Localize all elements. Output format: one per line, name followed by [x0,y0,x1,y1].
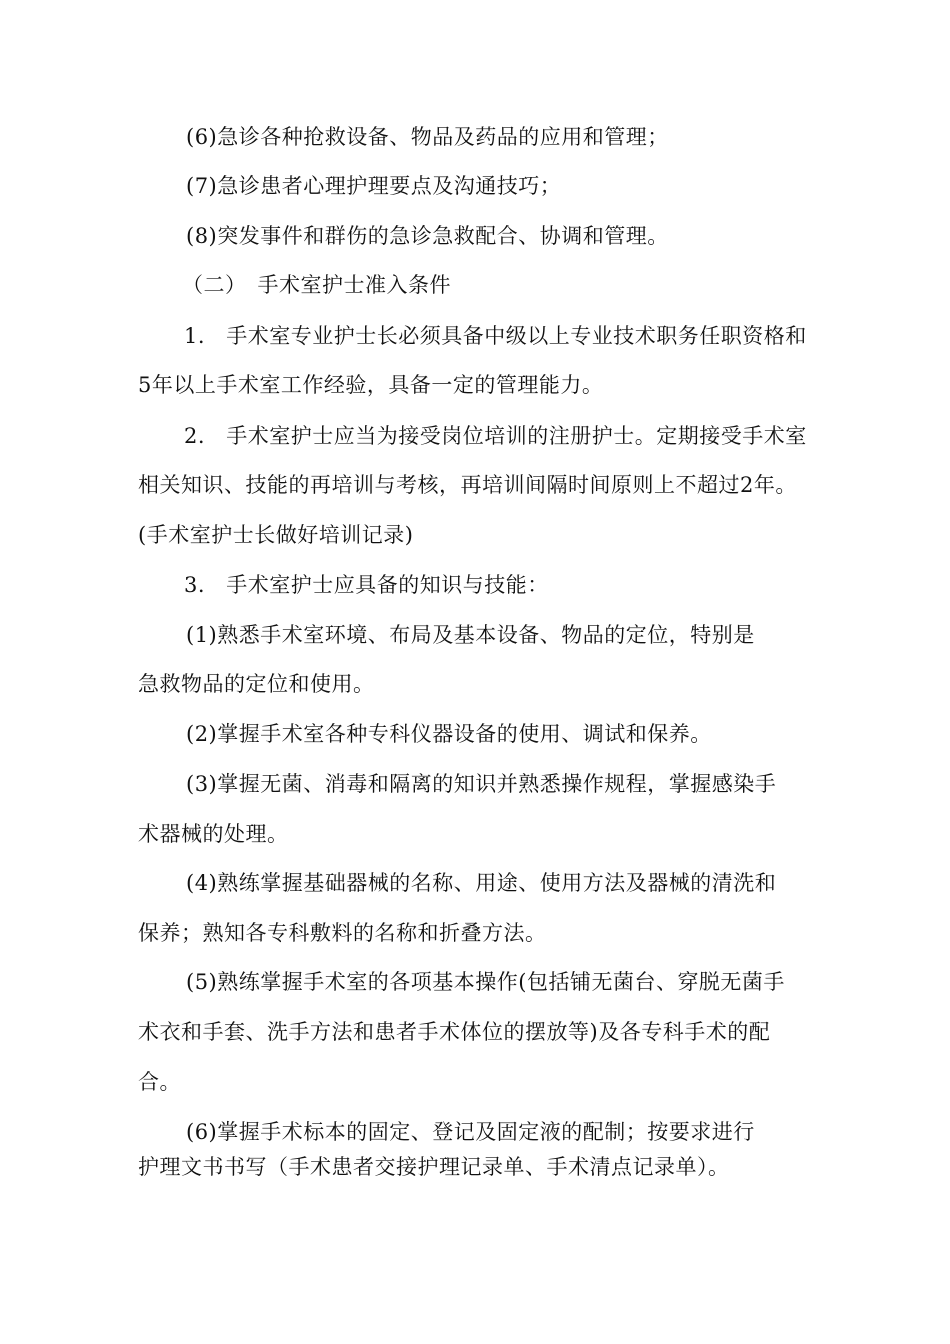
text-line-sub-6-part-2: 护理文书书写（手术患者交接护理记录单、手术清点记录单）。 [138,1155,730,1179]
text-line-item-2-part-2: 相关知识、技能的再培训与考核，再培训间隔时间原则上不超过2年。 [138,473,797,497]
section-heading-or-nurse-criteria: （二） 手术室护士准入条件 [182,273,451,297]
text-line-item-1-part-2: 5年以上手术室工作经验，具备一定的管理能力。 [138,373,604,397]
text-line-item-3: 3. 手术室护士应具备的知识与技能： [184,573,549,597]
text-line-item-1-part-1: 1. 手术室专业护士长必须具备中级以上专业技术职务任职资格和 [184,324,807,348]
text-line-sub-3-part-1: (3)掌握无菌、消毒和隔离的知识并熟悉操作规程，掌握感染手 [186,772,777,796]
text-line-sub-5-part-2: 术衣和手套、洗手方法和患者手术体位的摆放等)及各专科手术的配 [138,1020,771,1044]
text-line-sub-1-part-1: (1)熟悉手术室环境、布局及基本设备、物品的定位，特别是 [186,623,755,647]
text-line-sub-5-part-3: 合。 [138,1070,181,1094]
text-line-emergency-psychology: (7)急诊患者心理护理要点及沟通技巧； [186,174,562,198]
text-line-emergency-incident: (8)突发事件和群伤的急诊急救配合、协调和管理。 [186,224,669,248]
text-line-sub-6-part-1: (6)掌握手术标本的固定、登记及固定液的配制；按要求进行 [186,1120,755,1144]
text-line-sub-4-part-1: (4)熟练掌握基础器械的名称、用途、使用方法及器械的清洗和 [186,871,777,895]
text-line-sub-3-part-2: 术器械的处理。 [138,822,289,846]
text-line-item-2-part-1: 2. 手术室护士应当为接受岗位培训的注册护士。定期接受手术室 [184,424,807,448]
text-line-sub-1-part-2: 急救物品的定位和使用。 [138,672,375,696]
text-line-sub-2: (2)掌握手术室各种专科仪器设备的使用、调试和保养。 [186,722,712,746]
text-line-sub-4-part-2: 保养；熟知各专科敷料的名称和折叠方法。 [138,921,547,945]
text-line-emergency-equipment: (6)急诊各种抢救设备、物品及药品的应用和管理； [186,125,669,149]
text-line-item-2-part-3: (手术室护士长做好培训记录) [138,523,414,547]
text-line-sub-5-part-1: (5)熟练掌握手术室的各项基本操作(包括铺无菌台、穿脱无菌手 [186,970,785,994]
